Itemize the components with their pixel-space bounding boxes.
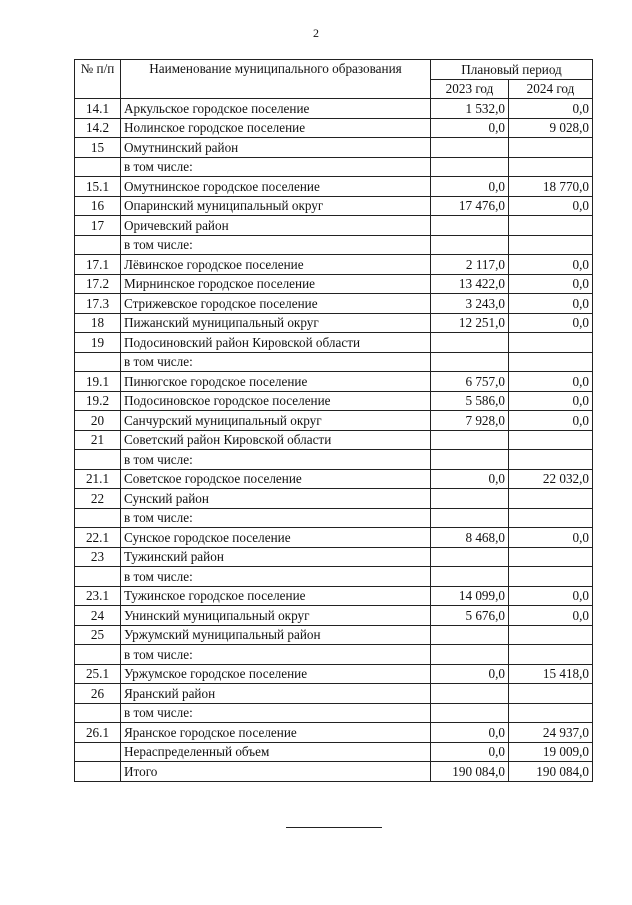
row-value-2023: 5 676,0 [431,606,509,626]
table-row [75,606,593,626]
row-value-2023 [431,352,509,372]
row-number: 19 [75,333,121,353]
row-value-2023: 6 757,0 [431,372,509,392]
table-row [75,762,593,782]
row-number [75,703,121,723]
row-name: Тужинское городское поселение [121,586,431,606]
row-value-2024 [509,157,593,177]
row-number [75,645,121,665]
row-number: 24 [75,606,121,626]
row-name: в том числе: [121,703,431,723]
row-value-2024 [509,138,593,158]
row-number [75,157,121,177]
row-value-2023 [431,216,509,236]
row-value-2023: 0,0 [431,723,509,743]
row-value-2024: 24 937,0 [509,723,593,743]
row-value-2024: 19 009,0 [509,742,593,762]
row-value-2024: 0,0 [509,372,593,392]
row-name: Оричевский район [121,216,431,236]
row-name: Сунский район [121,489,431,509]
row-value-2023: 0,0 [431,177,509,197]
row-value-2023: 14 099,0 [431,586,509,606]
row-value-2023 [431,547,509,567]
row-value-2024: 0,0 [509,586,593,606]
row-number: 21.1 [75,469,121,489]
row-number: 26.1 [75,723,121,743]
row-value-2023 [431,138,509,158]
table-body [75,99,593,782]
row-number: 25.1 [75,664,121,684]
table-row [75,742,593,762]
row-name: Омутнинский район [121,138,431,158]
header-year-2023: 2023 год [431,79,509,99]
table-row [75,469,593,489]
row-name: в том числе: [121,645,431,665]
row-value-2024: 0,0 [509,99,593,119]
table-row [75,99,593,119]
row-value-2024 [509,625,593,645]
row-value-2024: 18 770,0 [509,177,593,197]
row-value-2023: 190 084,0 [431,762,509,782]
row-name: Нолинское городское поселение [121,118,431,138]
row-number: 22 [75,489,121,509]
row-name: Аркульское городское поселение [121,99,431,119]
row-number: 15.1 [75,177,121,197]
allocation-table [74,59,593,782]
table-row [75,313,593,333]
row-number: 17 [75,216,121,236]
header-name: Наименование муниципального образования [121,60,431,99]
header-period: Плановый период [431,60,593,80]
table-row [75,216,593,236]
row-number: 23.1 [75,586,121,606]
table-row [75,235,593,255]
row-name: Яранское городское поселение [121,723,431,743]
table-row [75,391,593,411]
row-value-2024 [509,703,593,723]
table-row [75,489,593,509]
table-row [75,625,593,645]
table-row [75,372,593,392]
row-name: Пижанский муниципальный округ [121,313,431,333]
row-value-2024 [509,489,593,509]
row-value-2023 [431,430,509,450]
table-row [75,664,593,684]
table-row [75,157,593,177]
row-value-2024: 0,0 [509,196,593,216]
row-value-2024: 9 028,0 [509,118,593,138]
row-name: Стрижевское городское поселение [121,294,431,314]
header-number: № п/п [75,60,121,99]
row-value-2023 [431,645,509,665]
row-value-2024 [509,508,593,528]
row-value-2023 [431,703,509,723]
row-name: в том числе: [121,567,431,587]
table-row [75,567,593,587]
row-value-2024: 190 084,0 [509,762,593,782]
row-value-2023: 3 243,0 [431,294,509,314]
row-value-2023: 8 468,0 [431,528,509,548]
row-value-2024: 0,0 [509,411,593,431]
row-number: 23 [75,547,121,567]
row-value-2024 [509,352,593,372]
table-row [75,411,593,431]
table-row [75,138,593,158]
row-value-2024 [509,567,593,587]
row-value-2023 [431,333,509,353]
row-value-2024: 0,0 [509,528,593,548]
row-value-2024 [509,547,593,567]
row-value-2023: 17 476,0 [431,196,509,216]
row-value-2023: 0,0 [431,118,509,138]
row-number: 21 [75,430,121,450]
table-row [75,645,593,665]
row-value-2023: 5 586,0 [431,391,509,411]
row-value-2024 [509,684,593,704]
row-name: Уржумский муниципальный район [121,625,431,645]
table-row [75,450,593,470]
row-name: Тужинский район [121,547,431,567]
row-number [75,235,121,255]
row-value-2024: 0,0 [509,391,593,411]
table-row [75,294,593,314]
table-row [75,430,593,450]
row-value-2023: 0,0 [431,742,509,762]
table-row [75,528,593,548]
row-number: 20 [75,411,121,431]
row-value-2024 [509,450,593,470]
row-name: в том числе: [121,352,431,372]
row-value-2023: 12 251,0 [431,313,509,333]
row-name: Санчурский муниципальный округ [121,411,431,431]
row-number [75,742,121,762]
row-name: Подосиновское городское поселение [121,391,431,411]
row-value-2024: 0,0 [509,313,593,333]
row-name: Пинюгское городское поселение [121,372,431,392]
table-row [75,547,593,567]
row-value-2023 [431,508,509,528]
table-row [75,255,593,275]
row-value-2023 [431,235,509,255]
row-number: 16 [75,196,121,216]
row-value-2023: 13 422,0 [431,274,509,294]
row-number: 17.3 [75,294,121,314]
row-value-2023 [431,567,509,587]
row-name: Яранский район [121,684,431,704]
table-row [75,196,593,216]
row-name: Унинский муниципальный округ [121,606,431,626]
row-value-2024: 0,0 [509,294,593,314]
row-value-2023 [431,157,509,177]
table-row [75,274,593,294]
row-value-2023 [431,625,509,645]
row-number: 19.1 [75,372,121,392]
table-row [75,118,593,138]
row-value-2023: 7 928,0 [431,411,509,431]
row-name: в том числе: [121,235,431,255]
row-number: 14.2 [75,118,121,138]
row-name: Советское городское поселение [121,469,431,489]
row-number: 26 [75,684,121,704]
row-name: Лёвинское городское поселение [121,255,431,275]
row-value-2024 [509,216,593,236]
row-name: Уржумское городское поселение [121,664,431,684]
row-name: Мирнинское городское поселение [121,274,431,294]
row-value-2023: 2 117,0 [431,255,509,275]
row-name: в том числе: [121,157,431,177]
row-value-2024: 15 418,0 [509,664,593,684]
row-value-2023 [431,489,509,509]
row-value-2024 [509,430,593,450]
row-value-2024 [509,333,593,353]
row-value-2024: 0,0 [509,274,593,294]
table-row [75,723,593,743]
table-row [75,333,593,353]
row-number: 15 [75,138,121,158]
row-name: в том числе: [121,508,431,528]
table-row [75,352,593,372]
table-row [75,586,593,606]
row-number [75,450,121,470]
row-value-2024 [509,235,593,255]
table-row [75,508,593,528]
row-value-2023 [431,450,509,470]
row-number [75,508,121,528]
row-value-2023: 0,0 [431,469,509,489]
page-number: 2 [313,26,319,40]
row-value-2024 [509,645,593,665]
row-number: 19.2 [75,391,121,411]
row-number: 18 [75,313,121,333]
header-year-2024: 2024 год [509,79,593,99]
row-value-2023: 1 532,0 [431,99,509,119]
row-value-2024: 0,0 [509,255,593,275]
row-number: 25 [75,625,121,645]
row-value-2023: 0,0 [431,664,509,684]
row-name: Советский район Кировской области [121,430,431,450]
row-name: Подосиновский район Кировской области [121,333,431,353]
row-name: Сунское городское поселение [121,528,431,548]
table-row [75,703,593,723]
row-name: в том числе: [121,450,431,470]
row-number: 14.1 [75,99,121,119]
row-value-2024: 22 032,0 [509,469,593,489]
row-value-2024: 0,0 [509,606,593,626]
table-row [75,684,593,704]
row-number: 17.1 [75,255,121,275]
row-number [75,352,121,372]
row-name: Нераспределенный объем [121,742,431,762]
row-number: 17.2 [75,274,121,294]
row-name: Омутнинское городское поселение [121,177,431,197]
row-number: 22.1 [75,528,121,548]
row-value-2023 [431,684,509,704]
row-name: Итого [121,762,431,782]
row-number [75,567,121,587]
signature-line [286,827,382,828]
row-number [75,762,121,782]
table-row [75,177,593,197]
row-name: Опаринский муниципальный округ [121,196,431,216]
